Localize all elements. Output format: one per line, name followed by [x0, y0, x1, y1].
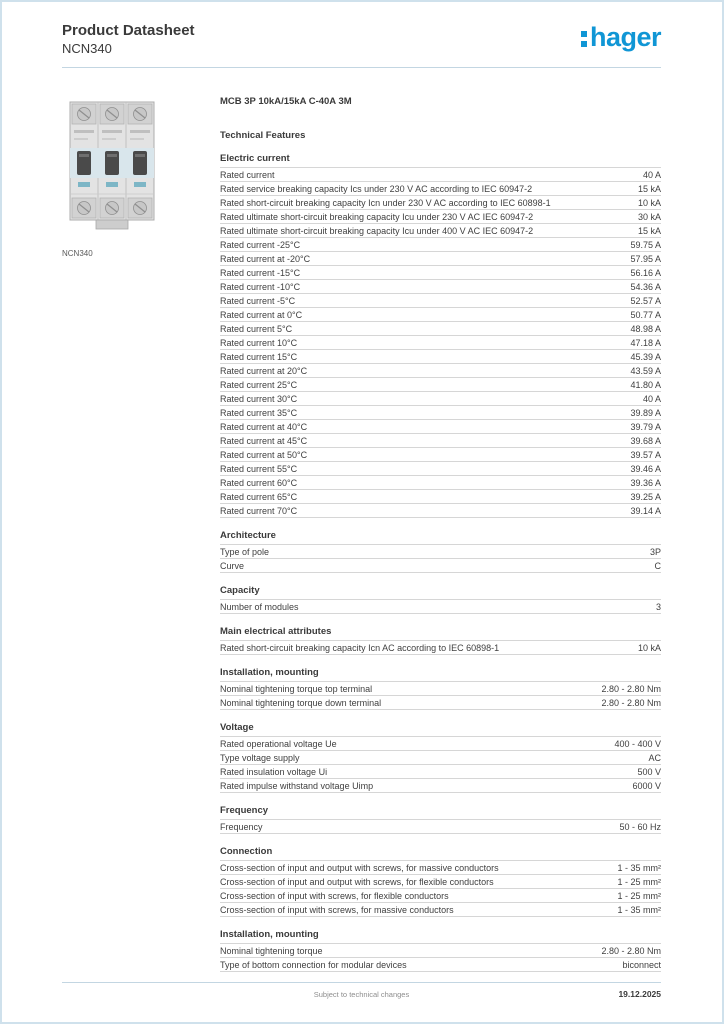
spec-table: [220, 544, 661, 573]
spec-label: Nominal tightening torque top terminal: [220, 684, 373, 694]
spec-value: 500 V: [637, 767, 661, 777]
spec-label: Rated short-circuit breaking capacity Icn AC according to IEC 60898-1: [220, 643, 500, 653]
product-image: [62, 96, 162, 241]
table-row: [220, 308, 661, 322]
table-row: [220, 641, 661, 655]
spec-value: 2.80 - 2.80 Nm: [601, 684, 661, 694]
spec-value: 15 kA: [637, 226, 661, 236]
product-image-column: [62, 96, 220, 972]
spec-label: Rated current at -20°C: [220, 254, 311, 264]
table-row: [220, 889, 661, 903]
spec-label: Rated current 55°C: [220, 464, 298, 474]
footer-note: Subject to technical changes: [313, 990, 410, 999]
table-row: [220, 336, 661, 350]
spec-value: 59.75 A: [630, 240, 661, 250]
table-row: [220, 504, 661, 518]
table-row: [220, 350, 661, 364]
section-heading: Electric current: [220, 153, 290, 164]
table-row: [220, 737, 661, 751]
spec-value: 43.59 A: [630, 366, 661, 376]
spec-label: Rated current -25°C: [220, 240, 301, 250]
table-row: [220, 903, 661, 917]
spec-value: 3: [655, 602, 661, 612]
table-row: [220, 820, 661, 834]
spec-value: 30 kA: [637, 212, 661, 222]
spec-value: 39.89 A: [630, 408, 661, 418]
table-row: [220, 779, 661, 793]
spec-label: Rated current 10°C: [220, 338, 298, 348]
section-heading: Main electrical attributes: [220, 626, 332, 637]
spec-table: [220, 943, 661, 972]
spec-value: 10 kA: [637, 198, 661, 208]
table-row: [220, 545, 661, 559]
spec-value: 57.95 A: [630, 254, 661, 264]
footer-date: 19.12.2025: [618, 989, 661, 999]
header: [2, 2, 722, 57]
spec-label: Rated current 5°C: [220, 324, 293, 334]
spec-label: Rated service breaking capacity Ics under 230 V AC according to IEC 60947-2: [220, 184, 533, 194]
table-row: [220, 392, 661, 406]
spec-value: AC: [648, 753, 661, 763]
spec-label: Rated current 15°C: [220, 352, 298, 362]
table-row: [220, 696, 661, 710]
spec-label: Rated current at 0°C: [220, 310, 303, 320]
spec-label: Rated current -10°C: [220, 282, 301, 292]
content: [2, 68, 722, 972]
spec-label: Rated short-circuit breaking capacity Icn under 230 V AC according to IEC 60898-1: [220, 198, 551, 208]
spec-value: C: [654, 561, 661, 571]
spec-table: [220, 736, 661, 793]
spec-value: 54.36 A: [630, 282, 661, 292]
doc-title: Product Datasheet: [62, 22, 195, 39]
spec-value: 39.46 A: [630, 464, 661, 474]
spec-value: 2.80 - 2.80 Nm: [601, 946, 661, 956]
table-row: [220, 238, 661, 252]
spec-value: 40 A: [642, 394, 661, 404]
hager-logo-colon-icon: [581, 31, 587, 47]
section-heading: Connection: [220, 846, 273, 857]
table-row: [220, 682, 661, 696]
table-row: [220, 751, 661, 765]
section-heading: Installation, mounting: [220, 667, 319, 678]
table-row: [220, 448, 661, 462]
spec-section: [220, 626, 661, 655]
spec-label: Rated operational voltage Ue: [220, 739, 337, 749]
table-row: [220, 378, 661, 392]
spec-label: Type of pole: [220, 547, 270, 557]
spec-table: [220, 819, 661, 834]
technical-features-heading: Technical Features: [220, 130, 306, 141]
spec-value: 48.98 A: [630, 324, 661, 334]
table-row: [220, 944, 661, 958]
section-heading: Installation, mounting: [220, 929, 319, 940]
spec-sections: [220, 153, 661, 972]
spec-section: [220, 667, 661, 710]
product-title: MCB 3P 10kA/15kA C-40A 3M: [220, 96, 352, 107]
table-row: [220, 420, 661, 434]
table-row: [220, 280, 661, 294]
table-row: [220, 322, 661, 336]
spec-table: [220, 167, 661, 518]
spec-label: Rated ultimate short-circuit breaking capacity Icu under 230 V AC IEC 60947-2: [220, 212, 534, 222]
table-row: [220, 958, 661, 972]
table-row: [220, 559, 661, 573]
spec-value: 50 - 60 Hz: [619, 822, 661, 832]
spec-label: Rated current 30°C: [220, 394, 298, 404]
table-row: [220, 252, 661, 266]
product-image-caption: NCN340: [62, 249, 93, 258]
spec-label: Type voltage supply: [220, 753, 300, 763]
table-row: [220, 364, 661, 378]
spec-label: Rated insulation voltage Ui: [220, 767, 328, 777]
spec-label: Rated current at 50°C: [220, 450, 308, 460]
spec-value: 1 - 25 mm²: [617, 877, 661, 887]
table-row: [220, 406, 661, 420]
table-row: [220, 196, 661, 210]
table-row: [220, 182, 661, 196]
spec-label: Nominal tightening torque down terminal: [220, 698, 382, 708]
spec-table: [220, 640, 661, 655]
spec-label: Cross-section of input and output with screws, for massive conductors: [220, 863, 499, 873]
footer: [62, 982, 661, 1004]
spec-value: biconnect: [622, 960, 661, 970]
spec-table: [220, 860, 661, 917]
table-row: [220, 168, 661, 182]
spec-value: 400 - 400 V: [614, 739, 661, 749]
spec-label: Rated ultimate short-circuit breaking capacity Icu under 400 V AC IEC 60947-2: [220, 226, 534, 236]
spec-value: 1 - 35 mm²: [617, 863, 661, 873]
section-heading: Capacity: [220, 585, 260, 596]
spec-value: 2.80 - 2.80 Nm: [601, 698, 661, 708]
spec-label: Cross-section of input and output with screws, for flexible conductors: [220, 877, 494, 887]
doc-subtitle: NCN340: [62, 41, 112, 56]
table-row: [220, 224, 661, 238]
spec-label: Number of modules: [220, 602, 299, 612]
spec-label: Rated current at 40°C: [220, 422, 308, 432]
spec-value: 40 A: [642, 170, 661, 180]
spec-label: Rated current 65°C: [220, 492, 298, 502]
spec-value: 50.77 A: [630, 310, 661, 320]
spec-section: [220, 530, 661, 573]
table-row: [220, 861, 661, 875]
spec-label: Nominal tightening torque: [220, 946, 323, 956]
spec-section: [220, 929, 661, 972]
spec-value: 39.36 A: [630, 478, 661, 488]
spec-label: Rated impulse withstand voltage Uimp: [220, 781, 374, 791]
spec-value: 45.39 A: [630, 352, 661, 362]
spec-section: [220, 722, 661, 793]
spec-label: Rated current 60°C: [220, 478, 298, 488]
spec-section: [220, 805, 661, 834]
spec-value: 15 kA: [637, 184, 661, 194]
spec-label: Rated current at 20°C: [220, 366, 308, 376]
spec-section: [220, 846, 661, 917]
table-row: [220, 462, 661, 476]
spec-table: [220, 599, 661, 614]
spec-value: 39.25 A: [630, 492, 661, 502]
spec-value: 10 kA: [637, 643, 661, 653]
spec-label: Rated current at 45°C: [220, 436, 308, 446]
spec-label: Rated current: [220, 170, 275, 180]
table-row: [220, 476, 661, 490]
table-row: [220, 266, 661, 280]
spec-label: Rated current -15°C: [220, 268, 301, 278]
spec-value: 52.57 A: [630, 296, 661, 306]
spec-column: [220, 96, 661, 972]
spec-section: [220, 585, 661, 614]
spec-section: [220, 153, 661, 518]
hager-logo-text: hager: [589, 22, 661, 52]
spec-table: [220, 681, 661, 710]
spec-label: Curve: [220, 561, 245, 571]
header-titles: [62, 22, 195, 57]
spec-value: 6000 V: [632, 781, 661, 791]
spec-value: 1 - 25 mm²: [617, 891, 661, 901]
spec-label: Type of bottom connection for modular devices: [220, 960, 407, 970]
spec-label: Cross-section of input with screws, for flexible conductors: [220, 891, 449, 901]
section-heading: Frequency: [220, 805, 269, 816]
spec-label: Rated current 35°C: [220, 408, 298, 418]
section-heading: Voltage: [220, 722, 254, 733]
spec-value: 1 - 35 mm²: [617, 905, 661, 915]
table-row: [220, 434, 661, 448]
spec-value: 56.16 A: [630, 268, 661, 278]
spec-value: 47.18 A: [630, 338, 661, 348]
spec-value: 41.80 A: [630, 380, 661, 390]
spec-value: 39.68 A: [630, 436, 661, 446]
hager-logo: [581, 24, 661, 51]
spec-value: 39.57 A: [630, 450, 661, 460]
table-row: [220, 294, 661, 308]
spec-label: Rated current 70°C: [220, 506, 298, 516]
spec-label: Frequency: [220, 822, 263, 832]
table-row: [220, 210, 661, 224]
table-row: [220, 600, 661, 614]
spec-value: 39.79 A: [630, 422, 661, 432]
spec-value: 3P: [649, 547, 661, 557]
table-row: [220, 765, 661, 779]
spec-label: Rated current -5°C: [220, 296, 296, 306]
table-row: [220, 875, 661, 889]
spec-value: 39.14 A: [630, 506, 661, 516]
section-heading: Architecture: [220, 530, 276, 541]
spec-label: Rated current 25°C: [220, 380, 298, 390]
spec-label: Cross-section of input with screws, for massive conductors: [220, 905, 454, 915]
table-row: [220, 490, 661, 504]
